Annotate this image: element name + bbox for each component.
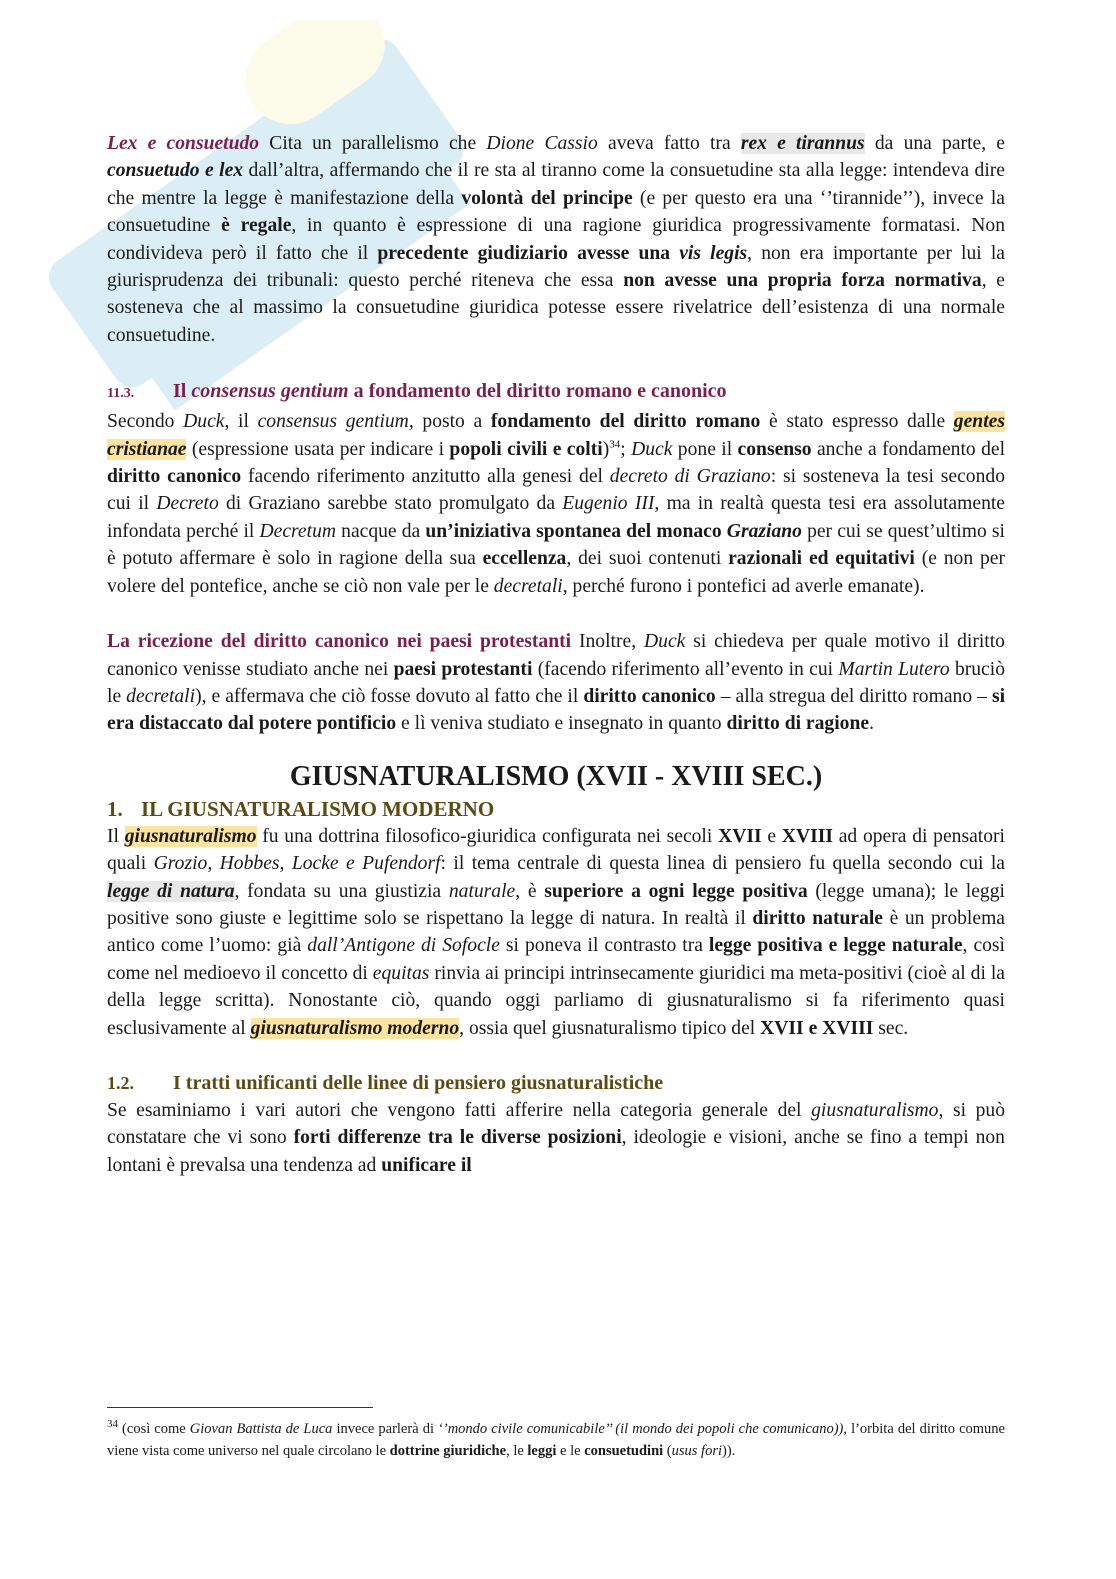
- highlight-legge-di-natura: legge di natura: [107, 880, 235, 902]
- footnote-ref-34[interactable]: 34: [609, 438, 621, 451]
- highlight-rex-tirannus: rex e tirannus: [740, 133, 865, 154]
- paragraph-tratti-unificanti: Se esaminiamo i vari autori che vengono fatti afferire nella categoria generale del giusnaturalismo, si può constatare che vi sono forti differenze tra le diverse posizioni, ideologie e visioni, anche se fino a tempi non lontani è prevalsa una tendenza ad unificare il: [107, 1099, 1006, 1176]
- inline-heading-lex-consuetudo: Lex e consuetudo: [107, 133, 260, 154]
- footnote-separator: [107, 1407, 373, 1408]
- paragraph-lex-consuetudo: Lex e consuetudo Cita un parallelismo che Dione Cassio aveva fatto tra rex e tirannus da una parte, e consuetudo e lex dall’altra, affermando che il re sta al tiranno come la consuetudine sta alla legge: intendeva dire che mentre la legge è manifestazione della volontà del principe (e per questo era una ‘’tirannide’’), invece la consuetudine è regale, in quanto è espressione di una ragione giuridica progressivamente formatasi. Non condivideva però il fatto che il precedente giudiziario avesse una vis legis, non era importante per lui la giurisprudenza dei tribunali: questo perché riteneva che essa non avesse una propria forza normativa, e sosteneva che al massimo la consuetudine giuridica potesse essere rivelatrice dell’esistenza di una normale consuetudine.: [107, 133, 1006, 346]
- paragraph-giusnaturalismo-moderno: Il giusnaturalismo fu una dottrina filosofico-giuridica configurata nei secoli XVII e XVIII ad opera di pensatori quali Grozio, Hobbes, Locke e Pufendorf: il tema centrale di questa linea di pensiero fu quella secondo cui la legge di natura, fondata su una giustizia naturale, è superiore a ogni legge positiva (legge umana); le leggi positive sono giuste e legittime solo se rispettano la legge di natura. In realtà il diritto naturale è un problema antico come l’uomo: già dall’Antigone di Sofocle si poneva il contrasto tra legge positiva e legge naturale, così come nel medioevo il concetto di equitas rinvia ai principi intrinsecamente giuridici ma meta-positivi (cioè al di la della legge scritta). Nonostante ciò, quando oggi parliamo di giusnaturalismo si fa riferimento quasi esclusivamente al giusnaturalismo moderno, ossia quel giusnaturalismo tipico del XVII e XVIII sec.: [107, 825, 1006, 1039]
- inline-heading-ricezione: La ricezione del diritto canonico nei paesi protestanti: [107, 631, 572, 653]
- page-content: [107, 130, 1005, 1179]
- heading-11-3: 11.3. Il consensus gentium a fondamento del diritto romano e canonico: [107, 380, 727, 403]
- highlight-giusnaturalismo-moderno: giusnaturalismo moderno: [250, 1017, 460, 1039]
- heading-section-1-2: 1.2. I tratti unificanti delle linee di pensiero giusnaturalistiche: [107, 1071, 664, 1094]
- highlight-gentes-cristianae: gentes cristianae: [107, 411, 1005, 460]
- chapter-title: GIUSNATURALISMO (XVII - XVIII SEC.): [289, 760, 823, 792]
- highlight-giusnaturalismo: giusnaturalismo: [124, 825, 257, 847]
- heading-section-1: 1. IL GIUSNATURALISMO MODERNO: [107, 796, 495, 821]
- paragraph-ricezione-diritto-canonico: La ricezione del diritto canonico nei paesi protestanti Inoltre, Duck si chiedeva per quale motivo il diritto canonico venisse studiato anche nei paesi protestanti (facendo riferimento all’evento in cui Martin Lutero bruciò le decretali), e affermava che ciò fosse dovuto al fatto che il diritto canonico – alla stregua del diritto romano – si era distaccato dal potere pontificio e lì veniva studiato e insegnato in quanto diritto di ragione.: [107, 631, 1006, 735]
- paragraph-consensus-gentium: Secondo Duck, il consensus gentium, posto a fondamento del diritto romano è stato espresso dalle gentes cristianae (espressione usata per indicare i popoli civili e colti)$^{34}$; Duck pone il consenso anche a fondamento del diritto canonico facendo riferimento anzitutto alla genesi del decreto di Graziano: si sosteneva la tesi secondo cui il Decreto di Graziano sarebbe stato promulgato da Eugenio III, ma in realtà questa tesi era assolutamente infondata perché il Decretum nacque da un’iniziativa spontanea del monaco Graziano per cui se quest’ultimo si è potuto affermare è solo in ragione della sua eccellenza, dei suoi contenuti razionali ed equitativi (e non per volere del pontefice, anche se ciò non vale per le decretali, perché furono i pontefici ad averle emanate).: [107, 411, 1006, 597]
- footnote-34: $^{34}$ (così come Giovan Battista de Luca invece parlerà di ‘’mondo civile comunicabile’’ (il mondo dei popoli che comunicano)), l’orbita del diritto comune viene vista come universo nel quale circolano le dottrine giuridiche, le leggi e le consuetudini (usus fori)).: [107, 1418, 1005, 1459]
